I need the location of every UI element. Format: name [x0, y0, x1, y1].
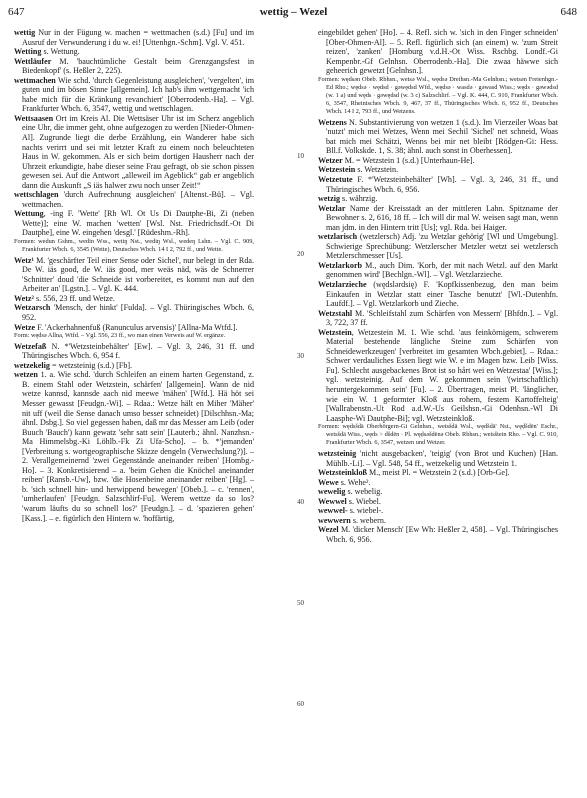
- entry-headword: wettmachen: [14, 75, 56, 85]
- entry-headword: Wetting: [14, 47, 42, 57]
- entry-text: , -ing F. 'Wette' [Rh Wl. Ot Us Di Dautphe-Bi, Zi (neben Wette)]; eine W. machen 'wetten' [Wsl. Nst. Friedrichsdf.-Ot Di Dautphe], eine W. eingehen 'desgl.' [Rüdeshm.-Rh].: [22, 209, 254, 238]
- entry-headword: Wetz¹: [14, 255, 34, 265]
- entry-text: 'durch Aufrechnung ausgleichen' [Altenst.-Bü]. – Vgl. wettmachen.: [22, 190, 254, 209]
- line-number: 30: [297, 352, 304, 360]
- dictionary-entry: [14, 209, 254, 238]
- dictionary-entry: [14, 76, 254, 114]
- dictionary-entry: [14, 28, 254, 47]
- dictionary-entry: [14, 370, 254, 523]
- entry-text: Name der Kreisstadt an der mittleren Lahn. Spitzname der Bewohner s. 2, 616, 18 ff. – Ich will dir mal W. weisen sagt man, wenn man jdm. in den Hintern tritt [Us]; vgl. Rda. bei Haiger.: [326, 203, 558, 232]
- entry-text: Form: wędsə Allna, Wtfd. – Vgl. 556, 23 ff., wo man einen Verweis auf W. ergänze.: [14, 332, 226, 340]
- running-title: wettig – Wezel: [259, 6, 328, 18]
- entry-text: 'Mensch, der hinkt' [Fulda]. – Vgl. Thüringisches Wbch. 6, 952.: [22, 303, 254, 322]
- dictionary-entry: [318, 165, 558, 175]
- dictionary-entry: [14, 190, 254, 209]
- entry-headword: Wetzer: [318, 155, 343, 165]
- entry-headword: Wetzlar: [318, 203, 346, 213]
- dictionary-entry: [318, 449, 558, 468]
- entry-text: eingebildet gehen' [Ho]. – 4. Refl. sich w. 'sich in den Finger schneiden' [Ober-Ohmen-Al]. – 5. Refl. figürlich sich (an einem) w. 'zum Streit reizen', 'zanken' [Homburg v.d.H.-Ot Wiss. Rschbg. Londf.-Gi Kempenbr.-Gf Gelnhsn. Oberrodenb.-Ha]. Die zwaa häwwe sich geheerich gewetzt [Gelnhsn.].: [318, 28, 558, 76]
- entry-text: M. 'geschärfter Teil einer Sense oder Sichel', nur belegt in der Rda. De W. iäs good, de W. iäs good, mer weäs näd, wäs de Schnerrer 'Schnitter' doud 'die Schneide ist vorbereitet, es kommt nun auf den Arbeiter an' [Lgstn.]. – Vgl. K. 444.: [22, 255, 254, 294]
- dictionary-entry: [318, 261, 558, 280]
- entry-headword: Wewwel: [318, 496, 347, 506]
- dictionary-entry: [14, 256, 254, 294]
- entry-headword: wewwel-: [318, 506, 348, 516]
- entry-headword: Wetzstein: [318, 327, 352, 337]
- dictionary-entry: [318, 478, 558, 488]
- entry-text: M. 'Schleifstahl zum Schärfen von Messern' [Bhfdn.]. – Vgl. 3, 722, 37 ff.: [326, 308, 558, 328]
- entry-headword: Wetzlarzieche: [318, 280, 367, 289]
- entry-headword: wewwern: [318, 515, 351, 525]
- line-number: 40: [297, 498, 304, 506]
- entry-text: , Wetzestein M. 1. Wie schd. 'aus feinkörnigem, schwerem Material bestehende längliche Steine zum Schärfen von Schneidewerkzeugen' [verbreitet im gesamten Wbch.gebiet]. – Rdaa.: Schwer verdauliches Essen liegt wie W. e im Magen bzw. Leib [Wiss. Fu]. Schlecht ausgebackenes Brot ist so hårt wei en Wetzestaa' [Wiss.]; vgl. wetzsteinig. Auf dem W. gekommen sein '(wirtschaftlich) heruntergekommen sein' [Fu]. – 2. Übertragen, meist Pl. 'länglicher, wie ein W. 1 geformter Kloß aus rohem, festem Kartoffelteig' [Wallrabenstn.-Ut Rod a.d.W.-Us Geilshsn.-Gi Odenhsn.-Wl Di Laasphe-Wi Dautphe-Bi]; vgl. Wetzsteinkloß.: [326, 327, 558, 423]
- entry-text: (wędslərdsię) F. 'Kopfkissenbezug, den man beim Einkaufen in Wetzlar statt einer Tasche benutzt' [Wl.-Dutenhfn. Laufdf.]. – Vgl. Wetzlarkorb und Zieche.: [326, 280, 558, 309]
- entry-text: Ort im Kreis Al. Die Wettsäser Uhr ist im Scherz angeblich eine Uhr, die immer geht, ohne aufgezogen zu werden [Nieder-Ohmen-Al]. Zugrunde liegt die derbe Erzählung, ein Wanderer habe sich nachts verirrt und sei mit letzter Kraft zu einem noch beleuchteten Haus in W. gekommen. Als er sich beim dortigen Hausherr nach der Uhrzeit erkundigte, habe dieser seine Frau gefragt, ob sie schon pissen gewesen sei. Auf die Antwort „alleweil im Ageblick“ gab er angeblich dann die Auskunft „S iäs halwer zwu noch unser Zeit!“: [22, 113, 254, 190]
- entry-text: Formen: wędsən Obeb. Rbhsn., wetsə Wsl., wędsə Dreihsn.-Ma Gelnhsn.; wetsən Freienhgn.-Ed Rho.; wędsə · wędsd · gəwędsd Wfd., wędsə · wasdə · gəwasd Wiss.; węds · gəwədsd (w. 1 a) und węds · gəwędsd (w. 3 c) Salzschlirf. – Vgl. K. 444, C. 910, Frankfurter Wbch. 6, 3547, Rheinisches Wbch. 9, 467, 37 ff., Thüringisches Wbch. 6, 952 ff., Deutsches Wbch. 14 I 2, 793 ff., und Wetzens.: [318, 75, 558, 116]
- dictionary-entry: [318, 309, 558, 328]
- entry-headword: Wetze: [14, 322, 36, 332]
- entry-text: Nur in der Fügung w. machen = wettmachen (s.d.) [Fu] und im Ausruf der Verwunderung i du w. ei! [Uttenhgn.-Schm]. Vgl. V. 451.: [22, 28, 254, 47]
- entry-text: s. Wiebel.: [346, 496, 381, 506]
- entry-text: Formen: wedun Gshm., wedin Wss., wetiŋ Nst., wediŋ Wsl., wedeŋ Lshn. – Vgl. C. 909, Frankfurter Wbch. 6, 3545 (Wette), Deutsches Wbch. 14 I 2, 792 ff., und Wette.: [14, 238, 254, 254]
- dictionary-entry: [318, 232, 558, 261]
- dictionary-entry: [14, 47, 254, 57]
- entry-headword: Wetzefaß: [14, 341, 47, 351]
- dictionary-entry: [14, 361, 254, 371]
- entry-headword: Wewe: [318, 477, 339, 487]
- entry-headword: Wezel: [318, 525, 339, 535]
- line-number: 20: [297, 250, 304, 258]
- entry-headword: Wettsaasen: [14, 113, 54, 123]
- entry-text: s. Wetzstein.: [355, 165, 399, 175]
- entry-text: s. webelig.: [345, 487, 383, 497]
- entry-headword: wetzen: [14, 370, 38, 380]
- entry-forms-note: [14, 332, 254, 340]
- entry-text: s. Wettung.: [41, 47, 80, 57]
- entry-text: 1. a. Wie schd. 'durch Schleifen an einem harten Gegenstand, z. B. einem Stahl oder Wetzstein, schärfen' [allgemein]. Wann de nid wetze kannsd, kannsde aach nid meewe 'mähen' [Wfd.]. Hä höt sei Messer gewasst [Feudgn.-Wi]. – Rdaa.: Wetze hält en Miher 'Mäher' nit uff (weil die Sense danach umso besser schneidet) [Dilschhsn.-Ma; ähnl. Dsbg.]. So viel gegessen haben, daß mr das Messer am Leib (oder Buuch 'Bauch') kann gewatz 'sehr satt sein' [Lauterb.; ähnl. Nanzhsn.-Ma Himmelsbg.-Ki Löhlb.-Fk Zi Ufa-Scho]. – b. *'jemanden' [Verbreitung s. wortgeographische Skizze dengeln (Verwechslung?)]. – 2. Verallgemeinernd 'zwei Gegenstände aneinander reiben' [Hombg.-Ho]. – 3. Konkretisierend – a. 'beim Gehen die Knöchel aneinander reiben' [Ransb.-Uw], bzw. 'die Hosenbeine aneinander reiben' [Hg]. – b. 'sich schnell hin- und herwippend bewegen' [Obeb.]. – c. 'rennen', 'umherlaufen' [Feudgn. Salzschlirf-Fu]. Werem wettze da so los? 'warum läufts du so schnell los?' [Feudgn.]. – d. 'spazieren gehen' [Kass.]. – e. figürlich den Hintern w. 'hoffärtig,: [22, 370, 254, 523]
- dictionary-entry: [318, 516, 558, 526]
- line-number: 50: [297, 599, 304, 607]
- line-number: 10: [297, 152, 304, 160]
- entry-forms-note: [14, 238, 254, 254]
- dictionary-entry: [318, 175, 558, 194]
- dictionary-entry: [318, 118, 558, 156]
- entry-text: M. 'dicker Mensch' [Ew Wh: Heßler 2, 458]. – Vgl. Thüringisches Wbch. 6, 956.: [326, 525, 558, 544]
- dictionary-entry: [318, 156, 558, 166]
- entry-headword: Wetzens: [318, 117, 347, 127]
- dictionary-entry: [14, 303, 254, 322]
- entry-text: s. währzig.: [340, 194, 378, 204]
- entry-text: M. = Wetzstein 1 (s.d.) [Unterhaun-He].: [342, 155, 475, 165]
- entry-headword: Wetzarsch: [14, 303, 51, 313]
- entry-text: Formen: wędsšdä Oberhörgern-Gi Gelnhsn., wetsšdä Wsl., wędšdä' Nst., węḍšdēn' Eschr., wetsšdā Wiss., węds > dšdēn · Pl. węḍsəšdēnə Obeb. Rbhsn.; wetsštein Rho. – Vgl. C. 910, Frankfurter Wbch. 6, 3547, wetzen und Wetzer.: [318, 423, 558, 447]
- dictionary-entry: [318, 28, 558, 76]
- dictionary-entry: [14, 114, 254, 190]
- entry-text: s. Wehe².: [338, 477, 371, 487]
- entry-forms-note: [318, 76, 558, 116]
- entry-headword: Wetzetute: [318, 174, 353, 184]
- dictionary-entry: [318, 194, 558, 204]
- entry-text: M., auch Dim. 'Korb, der mit nach Wetzl. auf den Markt genommen wird' [Bechlgn.-Wl]. – Vgl. Wetzlarzieche.: [326, 260, 558, 280]
- dictionary-entry: [14, 294, 254, 304]
- entry-headword: wewelig: [318, 487, 346, 497]
- right-column: [318, 28, 558, 544]
- entry-headword: wetzlarisch: [318, 232, 358, 242]
- dictionary-entry: [318, 280, 558, 309]
- entry-headword: Wetzsteinkloß: [318, 468, 368, 478]
- entry-text: M. 'bauchtümliche Gestalt beim Grenzgangsfest in Biedenkopf' (s. Heßler 2, 225).: [22, 56, 254, 76]
- entry-headword: wetzig: [318, 194, 341, 204]
- entry-text: N. Substantivierung von wetzen 1 (s.d.). Im Vierzeiler Woas bat 'nutzt' mich mei Wetzes, Wenn mei Sechil 'Sichel' net schneid, Woas bat mich mei Schätzi, Wenns bei mir net bleibt [Rödgen-Gi: Hess. Bll.f. Volkskde. 1, S. 38; ähnl. auch sonst in Oberhessen].: [326, 117, 558, 156]
- dictionary-entry: [318, 487, 558, 497]
- dictionary-entry: [318, 468, 558, 478]
- entry-text: F. *'Wetzsteinbehälter' [Wh]. – Vgl. 3, 246, 31 ff., und Thüringisches Wbch. 6, 956.: [326, 174, 558, 194]
- dictionary-entry: [14, 57, 254, 76]
- dictionary-entry: [14, 323, 254, 333]
- entry-text: M., meist Pl. = Wetzstein 2 (s.d.) [Orb-Ge].: [367, 468, 510, 478]
- entry-text: 'nicht ausgebacken', 'teigig' (von Brot und Kuchen) [Han. Mühlb.-Li]. – Vgl. 548, 54 ff., wetzekelig und Wetzstein 1.: [326, 448, 558, 468]
- page-number-left: 647: [8, 6, 25, 18]
- entry-text: s. wiebel-.: [347, 506, 384, 516]
- dictionary-entry: [318, 506, 558, 516]
- entry-headword: wettig: [14, 28, 36, 37]
- page-number-right: 648: [560, 6, 577, 18]
- dictionary-entry: [318, 525, 558, 544]
- dictionary-entry: [318, 497, 558, 507]
- entry-headword: Wetzstahl: [318, 308, 353, 318]
- entry-headword: Wettläufer: [14, 56, 52, 66]
- entry-text: F. 'Ackerhahnenfuß (Ranunculus arvensis)' [Allna-Ma Wtfd.].: [35, 322, 238, 332]
- entry-forms-note: [318, 423, 558, 447]
- dictionary-entry: [318, 328, 558, 423]
- entry-headword: Wetz²: [14, 293, 34, 303]
- entry-text: Wie schd. 'durch Gegenleistung ausgleichen', 'vergelten', im guten und im bösen Sinne [allgemein]. Ich hab's ihm wettgemacht 'ich habe mich für die Kränkung revanchiert' [Oberrodenb.-Ha]. – Vgl. Frankfurter Wbch. 6, 3547, wettig und wettschlagen.: [22, 75, 254, 114]
- entry-headword: Wetzlarkorb: [318, 260, 363, 270]
- dictionary-entry: [14, 342, 254, 361]
- entry-text: s. 556, 23 ff. und Wetze.: [33, 293, 115, 303]
- entry-text: = wetzsteinig (s.d.) [Fb].: [49, 360, 133, 370]
- line-number: 60: [297, 700, 304, 708]
- entry-text: s. webern.: [350, 515, 386, 525]
- entry-headword: wetzsteinig: [318, 448, 357, 458]
- entry-headword: Wetzestein: [318, 165, 356, 175]
- entry-text: N. *'Wetzsteinbehälter' [Ew]. – Vgl. 3, 246, 31 ff. und Thüringisches Wbch. 6, 954 f.: [22, 341, 254, 361]
- dictionary-entry: [318, 204, 558, 233]
- entry-text: (wetzlersch) Adj. 'zu Wetzlar gehörig' [Wl und Umgebung]. Schwierige Sprechübung: Wetzlerscher Metzler wetzt sei wetzlersch Metzlerschmesser [Us].: [326, 232, 558, 261]
- entry-headword: wetzekelig: [14, 360, 50, 370]
- entry-headword: wettschlagen: [14, 190, 59, 200]
- left-column: [14, 28, 254, 523]
- entry-headword: Wettung: [14, 209, 44, 219]
